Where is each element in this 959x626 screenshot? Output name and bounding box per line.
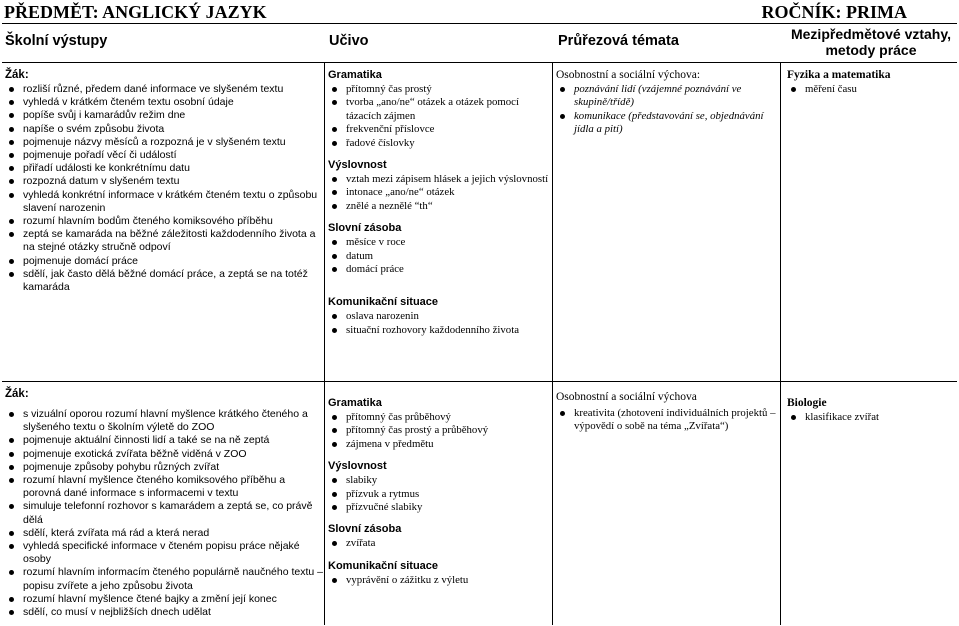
list-item: komunikace (představování se, objednávání jídla a pití) [556,110,780,137]
relations-heading: Fyzika a matematika [787,69,891,81]
content-block-1 [2,63,957,382]
outcomes-column [2,382,324,625]
outcomes-list [5,408,324,619]
list-item: klasifikace zvířat [787,411,957,424]
themes-list [556,407,780,434]
list-item: řadové číslovky [328,137,552,150]
column-header-row [2,24,957,63]
header-themes: Průřezová témata [558,33,679,49]
curriculum-list [328,574,552,587]
list-item: vztah mezi zápisem hlásek a jejich výslovností [328,173,552,186]
relations-column [780,382,957,625]
list-item: přízvučné slabiky [328,501,552,514]
list-item: vyhledá v krátkém čteném textu osobní údaje [5,96,324,109]
subject-title: PŘEDMĚT: ANGLICKÝ JAZYK [4,2,267,22]
list-item: přítomný čas prostý [328,83,552,96]
outcomes-label: Žák: [5,69,29,81]
list-item: vyhledá specifické informace v čteném popisu práce nějaké osoby [5,540,324,566]
themes-column [552,63,780,381]
list-item: pojmenuje exotická zvířata běžně viděná v ZOO [5,448,324,461]
list-item: pojmenuje způsoby pohybu různých zvířat [5,461,324,474]
list-item: rozliší různé, předem dané informace ve slyšeném textu [5,83,324,96]
curriculum-list [328,474,552,514]
curriculum-list [328,310,552,337]
title-row [2,1,957,24]
list-item: tvorba „ano/ne“ otázek a otázek pomocí tázacích zájmen [328,96,552,123]
themes-list [556,83,780,137]
list-item: pojmenuje pořadí věcí či událostí [5,149,324,162]
curriculum-list [328,236,552,276]
header-relations-line2: metody práce [825,42,917,58]
list-item: zájmena v předmětu [328,438,552,451]
outcomes-column [2,63,324,381]
list-item: rozumí hlavní myšlence čteného komiksového příběhu a porovná dané informace s informacemi v textu [5,474,324,500]
list-item: znělé a neznělé “th“ [328,200,552,213]
header-curriculum: Učivo [329,33,369,49]
list-item: frekvenční příslovce [328,123,552,136]
list-item: přízvuk a rytmus [328,488,552,501]
list-item: přítomný čas prostý a průběhový [328,424,552,437]
list-item: vyhledá konkrétní informace v krátkém čteném textu o způsobu slavení narozenin [5,189,324,215]
header-outcomes: Školní výstupy [5,33,108,49]
list-item: sdělí, která zvířata má rád a která nerad [5,527,324,540]
curriculum-list [328,537,552,550]
list-item: přiřadí události ke konkrétnímu datu [5,162,324,175]
list-item: přítomný čas průběhový [328,411,552,424]
list-item: slabiky [328,474,552,487]
list-item: datum [328,250,552,263]
list-item: oslava narozenin [328,310,552,323]
list-item: vyprávění o zážitku z výletu [328,574,552,587]
list-item: situační rozhovory každodenního života [328,324,552,337]
list-item: napíše o svém způsobu života [5,123,324,136]
list-item: domácí práce [328,263,552,276]
grade-title: ROČNÍK: PRIMA [761,2,907,22]
list-item: měření času [787,83,957,96]
relations-list [787,83,957,96]
list-item: měsíce v roce [328,236,552,249]
list-item: pojmenuje domácí práce [5,255,324,268]
list-item: pojmenuje názvy měsíců a rozpozná je v slyšeném textu [5,136,324,149]
list-item: popíše svůj i kamarádův režim dne [5,109,324,122]
curriculum-heading: Gramatika [328,397,382,409]
list-item: poznávání lidí (vzájemné poznávání ve skupině/třídě) [556,83,780,110]
list-item: sdělí, jak často dělá běžné domácí práce, a zeptá se na totéž kamaráda [5,268,324,294]
header-relations-line1: Mezipředmětové vztahy, [790,26,951,42]
list-item: pojmenuje aktuální činnosti lidí a také se na ně zeptá [5,434,324,447]
relations-heading: Biologie [787,397,827,409]
curriculum-heading: Slovní zásoba [328,222,402,235]
relations-column [780,63,957,381]
curriculum-heading: Komunikační situace [328,559,439,572]
list-item: rozumí hlavní myšlence čtené bajky a změní její konec [5,593,324,606]
curriculum-heading: Komunikační situace [328,296,439,309]
content-block-2 [2,382,957,625]
list-item: kreativita (zhotovení individuálních projektů – výpovědí o sobě na téma „Zvířata“) [556,407,780,434]
curriculum-heading: Slovní zásoba [328,523,402,536]
curriculum-heading: Gramatika [328,69,382,81]
list-item: simuluje telefonní rozhovor s kamarádem a zeptá se, co právě dělá [5,500,324,526]
list-item: rozpozná datum v slyšeném textu [5,175,324,188]
list-item: intonace „ano/ne“ otázek [328,186,552,199]
document-page [2,1,957,625]
themes-column [552,382,780,625]
header-relations [786,26,956,58]
list-item: sdělí, co musí v nejbližších dnech udělat [5,606,324,619]
curriculum-list [328,411,552,451]
curriculum-column [324,63,552,381]
curriculum-column [324,382,552,625]
themes-heading: Osobnostní a sociální výchova: [556,69,701,81]
outcomes-label: Žák: [5,388,29,400]
list-item: rozumí hlavním bodům čteného komiksového příběhu [5,215,324,228]
curriculum-list [328,83,552,150]
list-item: rozumí hlavním informacím čteného populárně naučného textu – popisu zvířete a jeho způsobu života [5,566,324,592]
list-item: s vizuální oporou rozumí hlavní myšlence krátkého čteného a slyšeného textu o školním výletě do ZOO [5,408,324,434]
curriculum-heading: Výslovnost [328,460,387,473]
list-item: zeptá se kamaráda na běžné záležitosti každodenního života a na stejné otázky stručně odpoví [5,228,324,254]
relations-list [787,411,957,424]
curriculum-heading: Výslovnost [328,159,387,172]
outcomes-list [5,83,324,294]
list-item: zvířata [328,537,552,550]
themes-heading: Osobnostní a sociální výchova [556,391,697,403]
curriculum-list [328,173,552,213]
